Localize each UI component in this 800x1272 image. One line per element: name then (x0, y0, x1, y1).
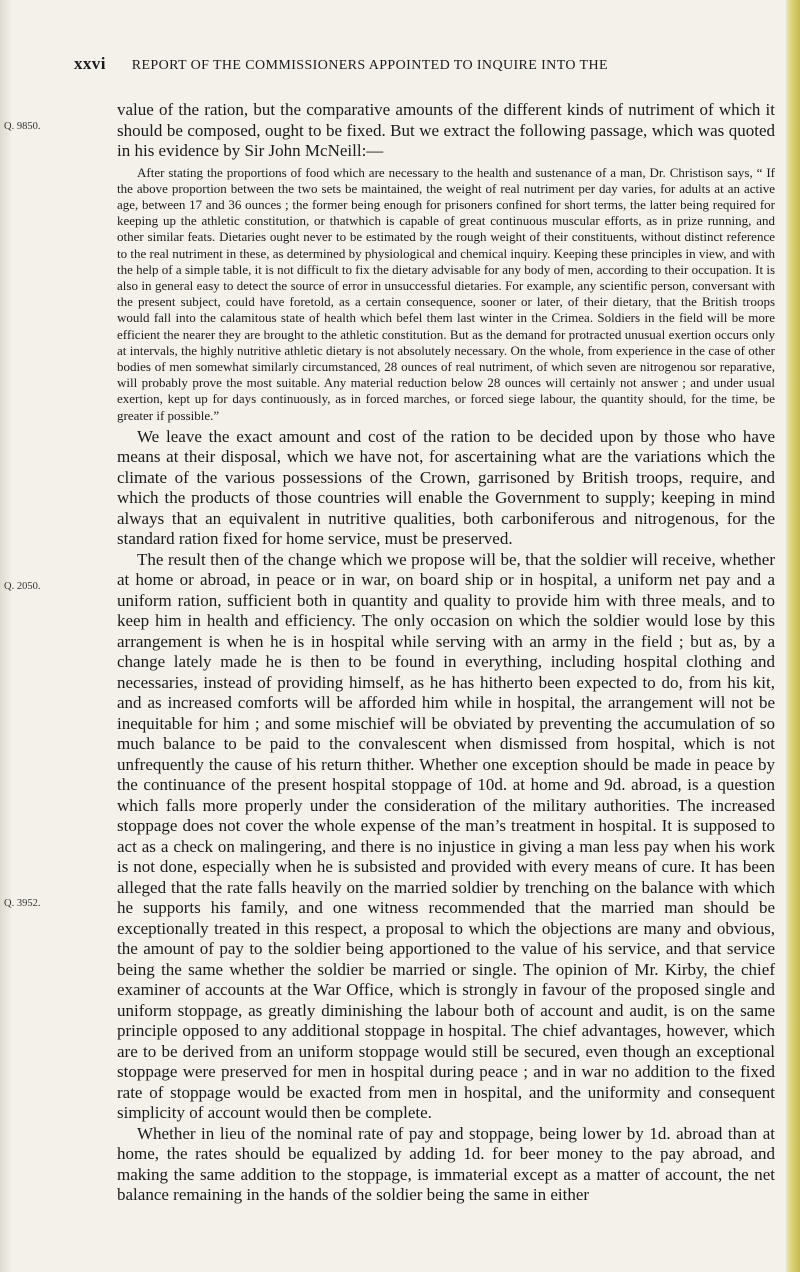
margin-note-question: Q. 2050. (4, 581, 41, 592)
page-gutter-shadow (0, 0, 12, 1272)
paragraph-ration-cost: We leave the exact amount and cost of the ration to be decided upon by those who have means at their disposal, which we have not, for ascertaining what are the variations which the climate of the various possessions of the Crown, garrisoned by British troops, require, and which the products of those countries will enable the Government to supply; keeping in mind always that an equivalent in nutritive qualities, both carboniferous and nitrogenous, for the standard ration fixed for home service, must be preserved. (117, 426, 775, 549)
margin-note-question: Q. 3952. (4, 898, 41, 909)
running-header (74, 54, 724, 74)
paragraph-intro: value of the ration, but the comparative amounts of the different kinds of nutriment of which it should be composed, ought to be fixed. But we extract the following passage, which was quoted in his evidence by Sir John McNeill:— (117, 100, 775, 160)
paragraph-pay-and-stoppage: Whether in lieu of the nominal rate of pay and stoppage, being lower by 1d. abroad than at home, the rates should be equalized by adding 1d. for beer money to the pay abroad, and making the same addition to the stoppage, is immaterial except as a matter of account, the net balance remaining in the hands of the soldier being the same in either (117, 1123, 775, 1205)
page-binding-edge (786, 0, 800, 1272)
paragraph-quotation: After stating the proportions of food which are necessary to the health and sustenance of a man, Dr. Christison says, “ If the above proportion between the two sets be maintained, the weight of real nutriment per day varies, for adults at an active age, between 17 and 36 ounces ; the former being enough for prisoners confined for short terms, the latter being required for keeping up the athletic constitution, or thatwhich is capable of great continuous muscular efforts, as in prize running, and other similar feats. Dietaries ought never to be estimated by the rough weight of their constituents, without distinct reference to the real nutriment in these, as determined by physiological and chemical inquiry. Keeping these principles in view, and with the help of a simple table, it is not difficult to fix the dietary advisable for any body of men, according to their occupation. It is also in general easy to detect the source of error in unsuccessful dietaries. For example, any scientific person, conversant with the present subject, could have foretold, as a certain consequence, sooner or later, of their dietary, that the British troops would fall into the calamitous state of health which befel them last winter in the Crimea. Soldiers in the field will be more efficient the nearer they are brought to the athletic constitution. But as the demand for protracted unusual exertion occurs only at intervals, the highly nutritive athletic dietary is not absolutely necessary. On the whole, from experience in the case of other bodies of men somewhat similarly circumstanced, 28 ounces of real nutriment, of which seven are nitrogenou sor reparative, will probably prove the most suitable. Any material reduction below 28 ounces will certainly not answer ; and under usual exertion, kept up for days continuously, as in forced marches, or forced siege labour, the quantity should, for the time, be greater if possible.” (117, 164, 775, 423)
paragraph-result-of-change: The result then of the change which we propose will be, that the soldier will receive, whether at home or abroad, in peace or in war, on board ship or in hospital, a uniform net pay and a uniform ration, sufficient both in quantity and quality to provide him with three meals, and to keep him in health and efficiency. The only occasion on which the soldier would lose by this arrangement is when he is in hospital while serving with an army in the field ; but as, by a change lately made he is then to be found in everything, including hospital clothing and necessaries, instead of providing himself, as he has hitherto been expected to do, from his kit, and as increased comforts will be afforded him while in hospital, the arrangement will not be inequitable for him ; and some mischief will be obviated by preventing the accumulation of so much balance to be paid to the convalescent when dismissed from hospital, which is not unfrequently the cause of his return thither. Whether one exception should be made in peace by the continuance of the present hospital stoppage of 10d. at home and 9d. abroad, is a question which falls more properly under the consideration of the military authorities. The increased stoppage does not cover the whole expense of the man’s treatment in hospital. It is supposed to act as a check on malingering, and there is no injustice in giving a man less pay when his work is not done, especially when he is subsisted and provided with every means of cure. It has been alleged that the rate falls heavily on the married soldier by trenching on the balance with which he supports his family, and one witness recommended that the married man should be exceptionally treated in this respect, a proposal to which the objections are many and obvious, the amount of pay to the soldier being apportioned to the value of his service, and that service being the same whether the soldier be married or single. The opinion of Mr. Kirby, the chief examiner of accounts at the War Office, which is strongly in favour of the proposed single and uniform stoppage, as greatly diminishing the labour both of account and audit, is on the same principle opposed to any additional stoppage in hospital. The chief advantages, however, which are to be derived from an uniform stoppage would still be secured, even though an exceptional stoppage were preserved for men in hospital during peace ; and in war no addition to the fixed rate of stoppage would be exacted from men in hospital, and the uniformity and consequent simplicity of account would then be complete. (117, 549, 775, 1123)
running-title: REPORT OF THE COMMISSIONERS APPOINTED TO INQUIRE INTO THE (131, 58, 608, 73)
page-number: xxvi (74, 54, 106, 73)
margin-note-question: Q. 9850. (4, 121, 41, 132)
body-text (117, 100, 775, 1206)
